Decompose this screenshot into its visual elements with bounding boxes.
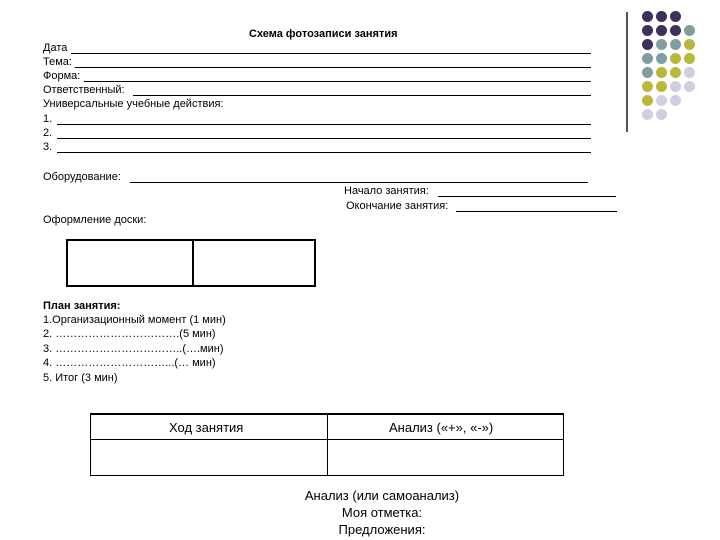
start-line[interactable] (438, 196, 616, 197)
topic-label: Тема: (43, 56, 72, 68)
table-header-progress: Ход занятия (169, 420, 244, 435)
dot (656, 25, 667, 36)
plan-title: План занятия: (43, 300, 121, 312)
board-diagram (66, 239, 316, 287)
plan-item: 2. …………………………….(5 мин) (43, 328, 216, 340)
plan-item: 1.Организационный момент (1 мин) (43, 314, 226, 326)
dot (642, 95, 653, 106)
dot (684, 25, 695, 36)
date-line[interactable] (71, 53, 591, 54)
footer-grade: Моя отметка: (341, 505, 423, 520)
dot (656, 11, 667, 22)
table-column-divider (327, 415, 328, 475)
item-2-label: 2. (43, 127, 53, 139)
plan-item: 4. …………………………...(… мин) (43, 357, 216, 369)
dot (684, 39, 695, 50)
form-label: Форма: (43, 70, 81, 82)
start-label: Начало занятия: (344, 185, 429, 197)
item-3-line[interactable] (57, 152, 591, 153)
table-row-divider (91, 439, 563, 440)
dot (642, 11, 653, 22)
end-line[interactable] (456, 211, 617, 212)
board-label: Оформление доски: (43, 214, 147, 226)
dot (670, 11, 681, 22)
dot (684, 53, 695, 64)
item-2-line[interactable] (57, 138, 591, 139)
dot (642, 109, 653, 120)
dot (642, 39, 653, 50)
dot (684, 67, 695, 78)
dot (670, 95, 681, 106)
vertical-divider (626, 12, 628, 132)
equipment-line[interactable] (130, 182, 588, 183)
dot (670, 39, 681, 50)
lesson-table (90, 413, 564, 476)
dot (656, 109, 667, 120)
dot (670, 67, 681, 78)
dot (656, 95, 667, 106)
footer-analysis: Анализ (или самоанализ) (304, 488, 460, 503)
dot (642, 67, 653, 78)
plan-item: 3. ……………………………..(….мин) (43, 343, 224, 355)
dot (656, 81, 667, 92)
dot (642, 81, 653, 92)
dot (656, 39, 667, 50)
table-header-analysis: Анализ («+», «-») (389, 420, 494, 435)
topic-line[interactable] (75, 67, 591, 68)
responsible-label: Ответственный: (43, 84, 125, 96)
dot (684, 81, 695, 92)
dot (670, 25, 681, 36)
footer-suggestions: Предложения: (338, 522, 426, 537)
item-1-label: 1. (43, 113, 53, 125)
responsible-line[interactable] (133, 95, 591, 96)
dot (656, 67, 667, 78)
board-divider (192, 241, 194, 285)
equipment-label: Оборудование: (43, 171, 121, 183)
page-title: Схема фотозаписи занятия (249, 28, 398, 40)
form-line[interactable] (84, 81, 591, 82)
item-3-label: 3. (43, 141, 53, 153)
item-1-line[interactable] (57, 124, 591, 125)
dot (670, 53, 681, 64)
dot (642, 25, 653, 36)
plan-item: 5. Итог (3 мин) (43, 372, 118, 384)
dot (670, 81, 681, 92)
dot (642, 53, 653, 64)
uud-label: Универсальные учебные действия: (43, 98, 224, 110)
dot (656, 53, 667, 64)
end-label: Окончание занятия: (346, 200, 449, 212)
date-label: Дата (43, 42, 68, 54)
